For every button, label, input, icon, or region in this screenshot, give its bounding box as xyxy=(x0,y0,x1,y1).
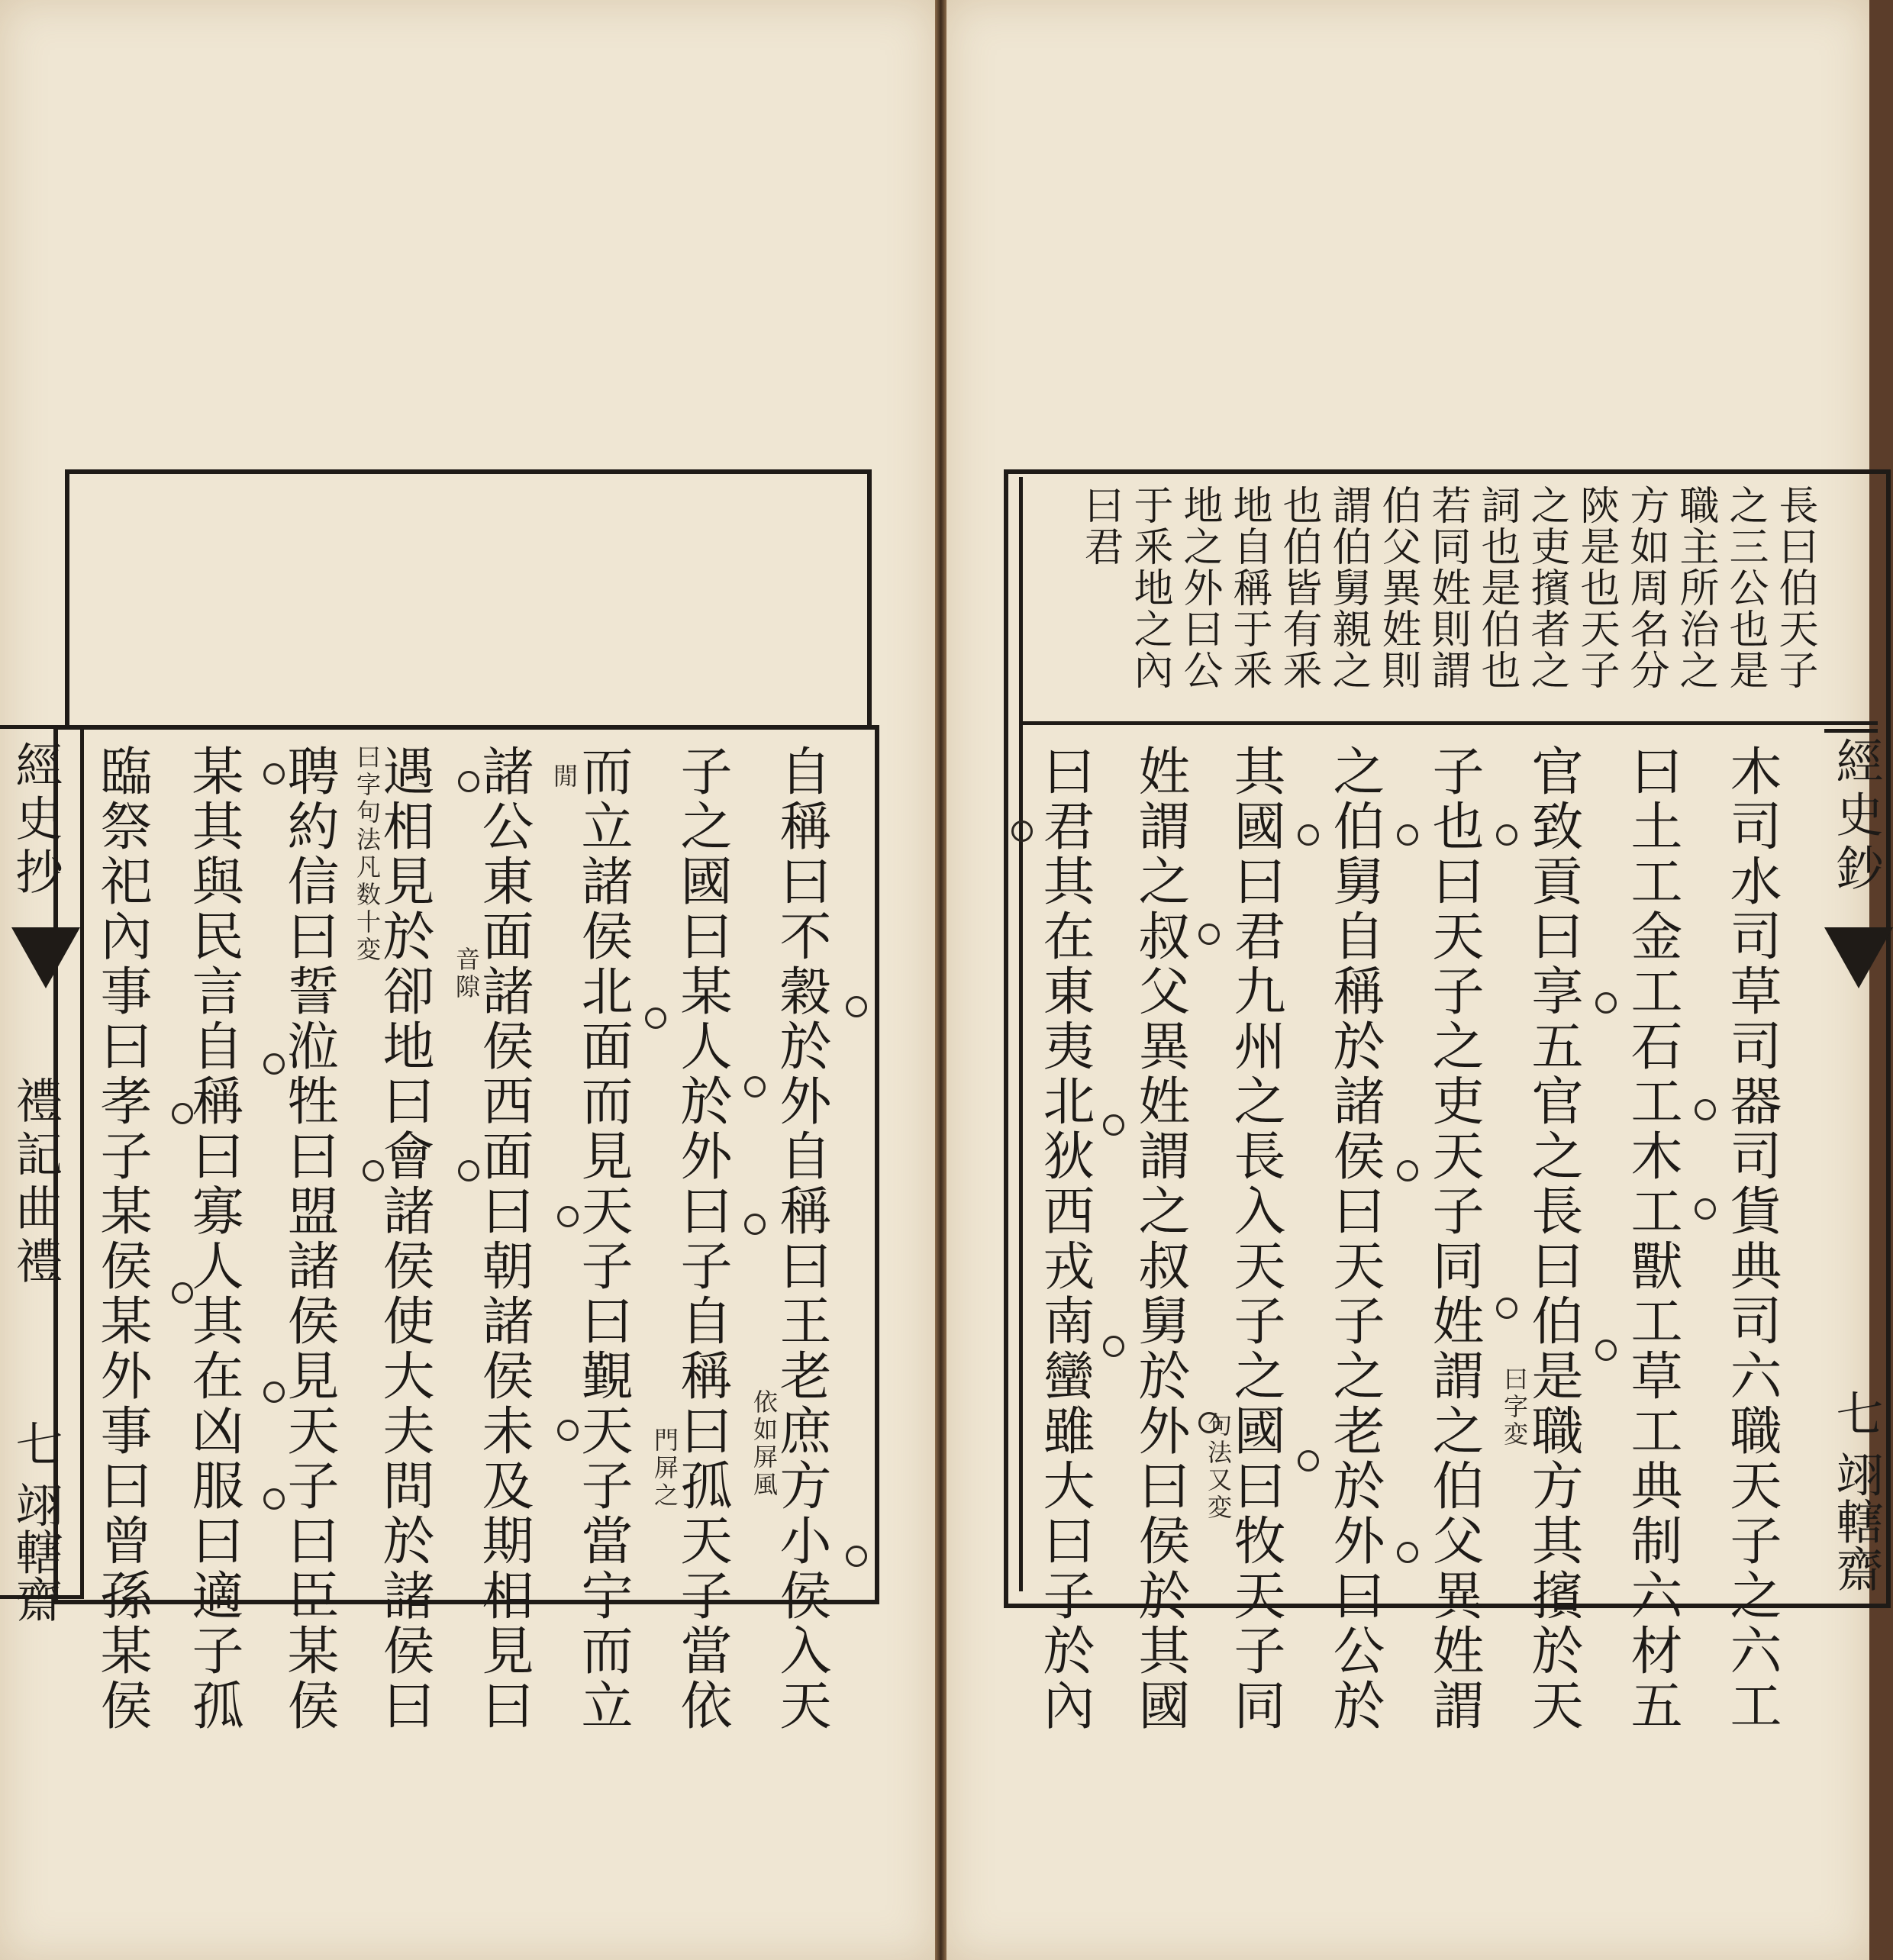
head-note-column: 陝是也天子 xyxy=(1573,485,1619,691)
text-column: 某其與民言自稱曰寡人其在凶服曰適子孤 xyxy=(183,744,243,1733)
text-column: 子也曰天子之吏天子同姓謂之伯父異姓謂 xyxy=(1424,744,1484,1733)
book-gutter xyxy=(935,0,946,1960)
head-note-column: 方如周名分 xyxy=(1623,485,1669,691)
text-column: 遇相見於卻地曰會諸侯使大夫問於諸侯曰 xyxy=(374,744,434,1733)
annotation: 依如屏風 xyxy=(750,1389,779,1499)
text-column: 曰君其在東夷北狄西戎南蠻雖大曰子於內 xyxy=(1034,744,1095,1733)
spine-title: 經史抄 xyxy=(8,740,63,901)
spine-title: 經史鈔 xyxy=(1828,737,1884,897)
head-note-column: 之三公也是 xyxy=(1722,485,1768,691)
text-column: 之伯舅自稱於諸侯曰天子之老於外曰公於 xyxy=(1324,744,1385,1733)
head-note-column: 于釆地之內 xyxy=(1127,485,1172,691)
annotation: 曰字句法凡数十変 xyxy=(353,744,382,964)
folio-number: 七 xyxy=(8,1420,63,1473)
text-column: 姓謂之叔父異姓謂之叔舅於外曰侯於其國 xyxy=(1130,744,1190,1733)
annotation: 曰字変 xyxy=(1500,1366,1529,1449)
annotation: 閒 xyxy=(550,763,579,791)
head-note-column: 之吏擯者之 xyxy=(1524,485,1569,691)
text-column: 子之國曰某人於外曰子自稱曰孤天子當依 xyxy=(672,744,732,1733)
head-note-column: 職主所治之 xyxy=(1672,485,1718,691)
annotation: 門屏之 xyxy=(650,1427,679,1510)
text-column: 官致貢曰享五官之長曰伯是職方其擯於天 xyxy=(1523,744,1583,1733)
folio-number: 七 xyxy=(1828,1389,1884,1443)
text-column: 而立諸侯北面而見天子曰覲天子當宁而立 xyxy=(572,744,633,1733)
left-upper-frame xyxy=(65,469,872,726)
head-note-column: 也伯皆有釆 xyxy=(1275,485,1321,691)
text-column: 自稱曰不穀於外自稱曰王老庶方小侯入天 xyxy=(771,744,831,1733)
text-column: 諸公東面諸侯西面曰朝諸侯未及期相見曰 xyxy=(473,744,534,1733)
text-column: 曰土工金工石工木工獸工草工典制六材五 xyxy=(1622,744,1682,1733)
head-note-column: 詞也是伯也 xyxy=(1474,485,1520,691)
head-note-column: 伯父異姓則 xyxy=(1375,485,1421,691)
publisher-mark: 翊轄齋 xyxy=(8,1481,63,1623)
head-note-column: 曰君 xyxy=(1077,485,1123,567)
head-note-column: 謂伯舅親之 xyxy=(1325,485,1371,691)
head-note-column: 長曰伯天子 xyxy=(1772,485,1817,691)
chapter-title: 禮記曲禮 xyxy=(8,1076,63,1290)
text-column: 臨祭祀內事曰孝子某侯某外事曰曾孫某侯 xyxy=(92,744,152,1733)
annotation: 句法又変 xyxy=(1204,1412,1233,1522)
publisher-mark: 翊轄齋 xyxy=(1828,1450,1884,1592)
fishtail-mark xyxy=(1824,927,1893,988)
text-column: 聘約信曰誓涖牲曰盟諸侯見天子曰臣某侯 xyxy=(279,744,339,1733)
text-column: 其國曰君九州之長入天子之國曰牧天子同 xyxy=(1225,744,1285,1733)
head-note-column: 若同姓則謂 xyxy=(1424,485,1470,691)
annotation: 音隙 xyxy=(452,946,481,1001)
head-note-column: 地之外曰公 xyxy=(1176,485,1222,691)
text-column: 木司水司草司器司貨典司六職天子之六工 xyxy=(1721,744,1782,1733)
head-note-column: 地自稱于釆 xyxy=(1226,485,1272,691)
left-page xyxy=(0,0,935,1960)
right-page xyxy=(946,0,1884,1960)
fishtail-mark xyxy=(11,927,80,988)
